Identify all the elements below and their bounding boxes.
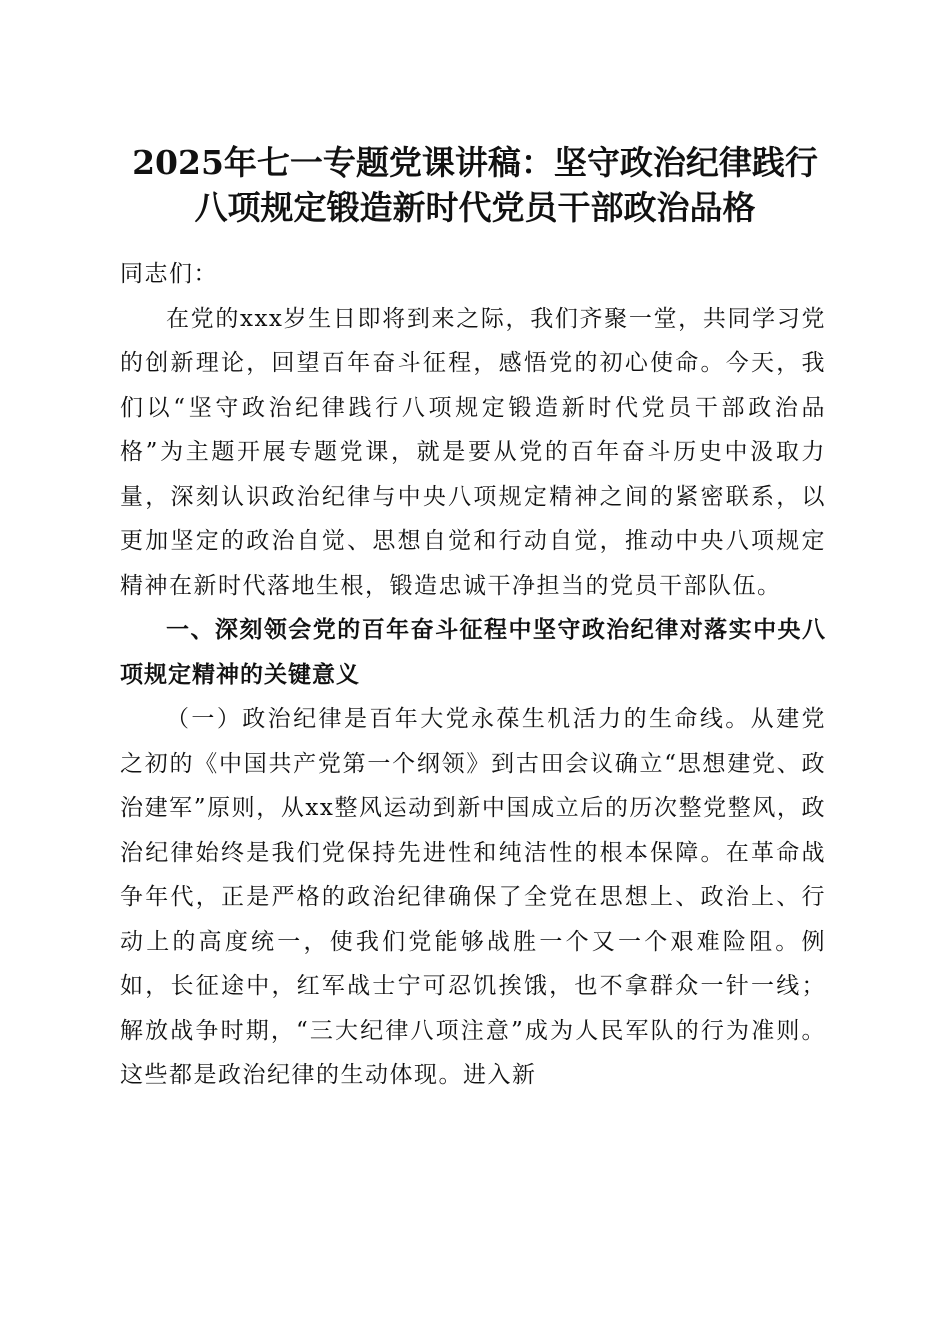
subsection-paragraph [120,697,826,1098]
document-body [120,252,826,1098]
section-heading: 一、深刻领会党的百年奋斗征程中坚守政治纪律对落实中央八项规定精神的关键意义 [120,617,826,688]
subsection-label: （一） [166,706,243,732]
intro-paragraph: 在党的xxx岁生日即将到来之际，我们齐聚一堂，共同学习党的创新理论，回望百年奋斗征程，感悟党的初心使命。今天，我们以“坚守政治纪律践行八项规定锻造新时代党员干部政治品格”为主题开展专题党课，就是要从党的百年奋斗历史中汲取力量，深刻认识政治纪律与中央八项规定精神之间的紧密联系，以更加坚定的政治自觉、思想自觉和行动自觉，推动中央八项规定精神在新时代落地生根，锻造忠诚干净担当的党员干部队伍。 [120,305,826,599]
subsection-text: 政治纪律是百年大党永葆生机活力的生命线。从建党之初的《中国共产党第一个纲领》到古田会议确立“思想建党、政治建军”原则，从xx整风运动到新中国成立后的历次整党整风，政治纪律始终是我们党保持先进性和纯洁性的根本保障。在革命战争年代，正是严格的政治纪律确保了全党在思想上、政治上、行动上的高度统一，使我们党能够战胜一个又一个艰难险阻。例如，长征途中，红军战士宁可忍饥挨饿，也不拿群众一针一线；解放战争时期，“三大纪律八项注意”成为人民军队的行为准则。这些都是政治纪律的生动体现。进入新 [120,706,827,1088]
document-title: 2025年七一专题党课讲稿：坚守政治纪律践行八项规定锻造新时代党员干部政治品格 [132,143,818,227]
salutation: 同志们： [120,261,218,287]
